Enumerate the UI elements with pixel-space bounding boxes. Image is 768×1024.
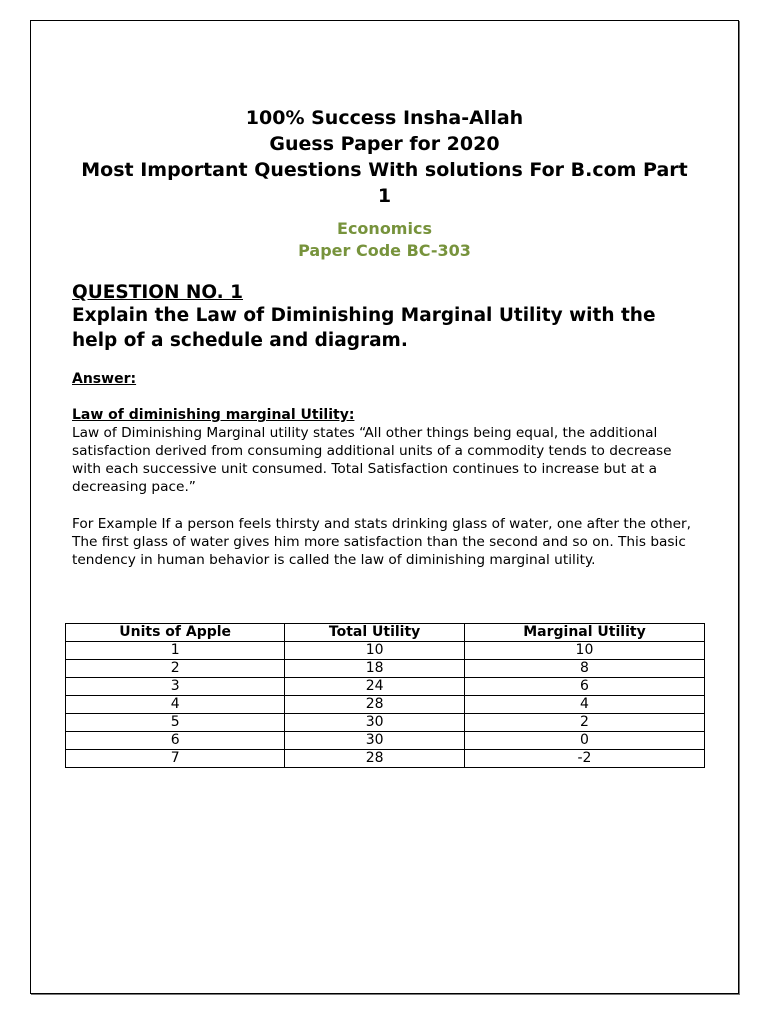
table-row [66,732,705,750]
cell-marginal-utility: 6 [464,678,704,696]
header-marginal-utility: Marginal Utility [464,624,704,642]
question-heading: QUESTION NO. 1 [72,282,244,303]
definition-paragraph: Law of Diminishing Marginal utility states “All other things being equal, the additional satisfaction derived from consuming additional units of a commodity tends to decrease with each successive unit consumed. Total Satisfaction continues to increase but at a decreasing pace.” [72,425,672,495]
table-row [66,750,705,768]
cell-marginal-utility: 4 [464,696,704,714]
table-header-row [66,624,705,642]
cell-units: 2 [66,660,285,678]
table-row [66,714,705,732]
title-line-2: Guess Paper for 2020 [269,133,500,155]
table-row [66,642,705,660]
table-row [66,660,705,678]
cell-total-utility: 28 [285,696,465,714]
document-page [30,20,739,994]
question-text: Explain the Law of Diminishing Marginal Utility with the help of a schedule and diagram. [72,305,656,351]
table-row [66,696,705,714]
cell-units: 5 [66,714,285,732]
cell-total-utility: 10 [285,642,465,660]
paper-code: Paper Code BC-303 [298,241,471,260]
cell-units: 6 [66,732,285,750]
header-units: Units of Apple [66,624,285,642]
utility-schedule-table [65,623,705,768]
cell-units: 1 [66,642,285,660]
header-total-utility: Total Utility [285,624,465,642]
cell-marginal-utility: 2 [464,714,704,732]
example-paragraph: For Example If a person feels thirsty and stats drinking glass of water, one after the other, The first glass of water gives him more satisfaction than the second and so on. This basic tendency in human behavior is called the law of diminishing marginal utility. [72,516,692,568]
cell-marginal-utility: 10 [464,642,704,660]
title-line-1: 100% Success Insha-Allah [245,107,524,129]
cell-units: 3 [66,678,285,696]
answer-label: Answer: [72,371,137,387]
cell-total-utility: 24 [285,678,465,696]
cell-marginal-utility: 0 [464,732,704,750]
title-line-3: Most Important Questions With solutions For B.com Part 1 [81,159,688,207]
subject-block [31,218,738,262]
cell-total-utility: 30 [285,732,465,750]
cell-total-utility: 30 [285,714,465,732]
table-row [66,678,705,696]
title-block [31,105,738,209]
law-heading: Law of diminishing marginal Utility: [72,407,355,423]
cell-total-utility: 28 [285,750,465,768]
cell-marginal-utility: 8 [464,660,704,678]
cell-units: 4 [66,696,285,714]
cell-units: 7 [66,750,285,768]
cell-marginal-utility: -2 [464,750,704,768]
subject-name: Economics [337,219,432,238]
cell-total-utility: 18 [285,660,465,678]
